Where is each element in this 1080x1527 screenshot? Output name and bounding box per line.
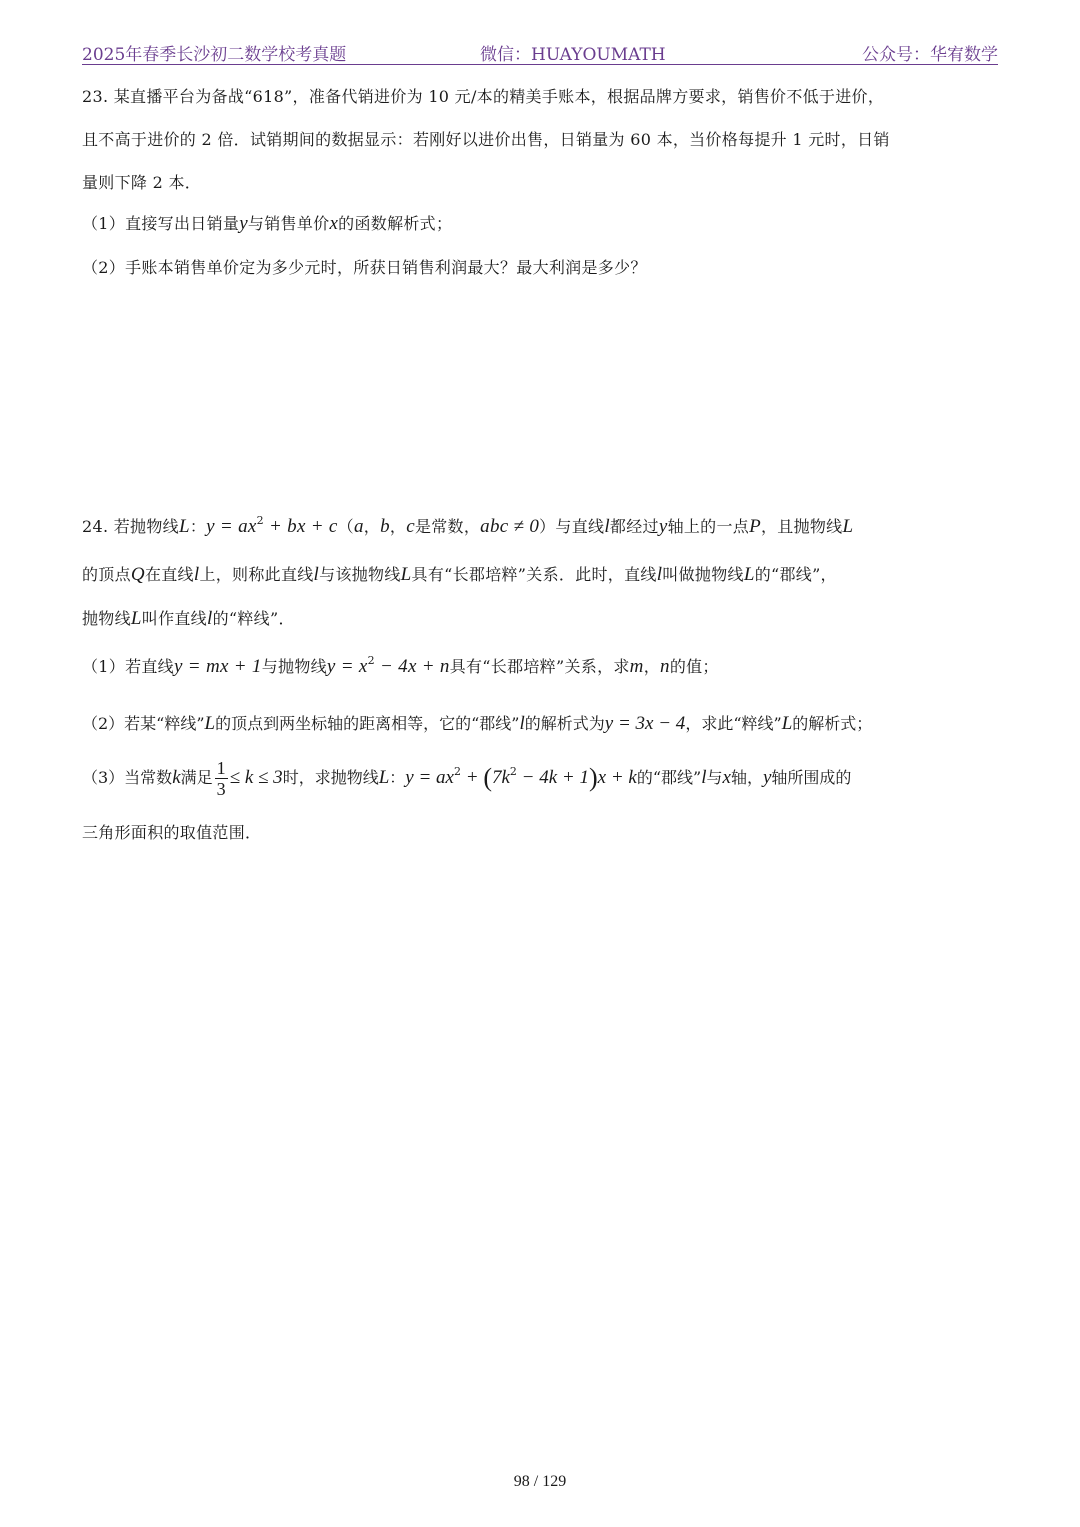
text: 的函数解析式； [338, 214, 453, 233]
var-l: l [604, 516, 610, 537]
superscript: 2 [256, 514, 264, 527]
var-L: L [130, 608, 142, 629]
var-L: L [378, 767, 390, 788]
var-Q: Q [130, 564, 145, 585]
text: ）与直线 [539, 517, 605, 536]
var-l: l [206, 608, 213, 629]
inequality: ≤ k ≤ 3 [229, 767, 283, 788]
q24-part1 [82, 654, 719, 678]
text: 都经过 [609, 517, 659, 536]
var-b: b [380, 516, 390, 537]
text: ， [389, 517, 407, 536]
text: 具有“长郡培粹”关系．此时，直线 [411, 565, 657, 584]
var-a: a [353, 516, 364, 537]
header-title: 2025年春季长沙初二数学校考真题 [82, 45, 347, 65]
q24-line3 [82, 606, 295, 630]
text: ，求此“粹线” [685, 714, 782, 733]
text: 在直线 [144, 565, 194, 584]
equation: y = x [326, 656, 368, 677]
text: （ [337, 517, 354, 536]
var-L: L [842, 516, 854, 537]
equation: abc ≠ 0 [480, 516, 540, 537]
equation: + [460, 767, 484, 788]
var-P: P [749, 516, 761, 537]
text: ， [643, 657, 661, 676]
text: 的顶点到两坐标轴的距离相等，它的“郡线” [215, 714, 520, 733]
text: 与该抛物线 [319, 565, 401, 584]
var-k: k [172, 767, 181, 788]
var-L: L [204, 713, 216, 734]
text: 的值； [669, 657, 719, 676]
var-c: c [406, 516, 415, 537]
text: ， [363, 517, 381, 536]
text: 与抛物线 [261, 657, 327, 676]
header-wechat: 微信：HUAYOUMATH [480, 45, 666, 65]
var-x: x [722, 767, 731, 788]
text: 是常数， [414, 517, 481, 536]
fraction [215, 758, 228, 799]
q23-line3: 量则下降 2 本． [82, 173, 202, 192]
text: （1）直接写出日销量 [82, 214, 240, 233]
superscript: 2 [367, 654, 375, 667]
text: （2）若某“粹线” [82, 714, 205, 733]
text: 的“郡线” [636, 768, 702, 787]
var-x: x [329, 213, 339, 234]
q24-part3 [82, 758, 851, 799]
var-y: y [239, 213, 248, 234]
var-l: l [313, 564, 320, 585]
text: 满足 [180, 768, 213, 787]
var-L: L [781, 713, 793, 734]
text: 与销售单价 [247, 214, 330, 233]
page-header [82, 38, 998, 65]
text: 的“郡线”， [754, 565, 837, 584]
superscript: 2 [453, 765, 461, 778]
text: （3）当常数 [82, 768, 173, 787]
text: 上，则称此直线 [199, 565, 314, 584]
text: 叫做抛物线 [662, 565, 744, 584]
var-m: m [629, 656, 644, 677]
equation: + bx + c [263, 516, 338, 537]
var-l: l [193, 564, 200, 585]
paren: ) [589, 763, 598, 792]
equation: y = mx + 1 [173, 656, 262, 677]
var-l: l [656, 564, 663, 585]
text: 具有“长郡培粹”关系，求 [449, 657, 630, 676]
equation: y = 3x − 4 [604, 713, 686, 734]
text: 的解析式为 [524, 714, 605, 733]
q24-part2 [82, 711, 872, 735]
equation: − 4k + 1 [516, 767, 589, 788]
var-y: y [658, 516, 668, 537]
text: 的“粹线”． [212, 609, 295, 628]
q24-part3-line2: 三角形面积的取值范围． [82, 823, 262, 842]
text: 叫作直线 [141, 609, 207, 628]
text: 的顶点 [82, 565, 131, 584]
var-n: n [660, 656, 670, 677]
q23-part2: （2）手账本销售单价定为多少元时，所获日销售利润最大？最大利润是多少？ [82, 258, 647, 277]
q24-line2 [82, 562, 837, 586]
q23-part1 [82, 211, 452, 235]
text: ： [189, 517, 207, 536]
text: 与 [706, 768, 723, 787]
equation: − 4x + n [374, 656, 450, 677]
var-L: L [178, 516, 190, 537]
text: ，且抛物线 [760, 517, 843, 536]
numerator: 1 [216, 758, 226, 778]
header-account: 公众号：华宥数学 [862, 45, 998, 65]
var-y: y [762, 767, 772, 788]
text: 轴， [730, 768, 763, 787]
q23-line1: 23. 某直播平台为备战“618”，准备代销进价为 10 元/本的精美手账本，根据品牌方要求，销售价不低于进价， [82, 87, 885, 106]
text: （1）若直线 [82, 657, 174, 676]
var-L: L [743, 564, 755, 585]
text: ： [389, 768, 406, 787]
equation: x + k [597, 767, 637, 788]
equation: y = ax [405, 767, 454, 788]
text: 轴上的一点 [667, 517, 750, 536]
paren: ( [483, 763, 492, 792]
q24-line1 [82, 514, 853, 538]
page-number: 98 / 129 [513, 1473, 567, 1490]
text: 抛物线 [82, 609, 131, 628]
var-L: L [400, 564, 412, 585]
equation: y = ax [206, 516, 257, 537]
var-l: l [701, 767, 707, 788]
text: 24. 若抛物线 [82, 517, 179, 536]
superscript: 2 [509, 765, 517, 778]
text: 的解析式； [792, 714, 873, 733]
text: 时，求抛物线 [282, 768, 379, 787]
denominator: 3 [216, 779, 226, 799]
q23-line2: 且不高于进价的 2 倍．试销期间的数据显示：若刚好以进价出售，日销量为 60 本，当价格每提升 1 元时，日销 [82, 130, 890, 149]
text: 轴所围成的 [771, 768, 852, 787]
equation: 7k [491, 767, 510, 788]
var-l: l [519, 713, 525, 734]
